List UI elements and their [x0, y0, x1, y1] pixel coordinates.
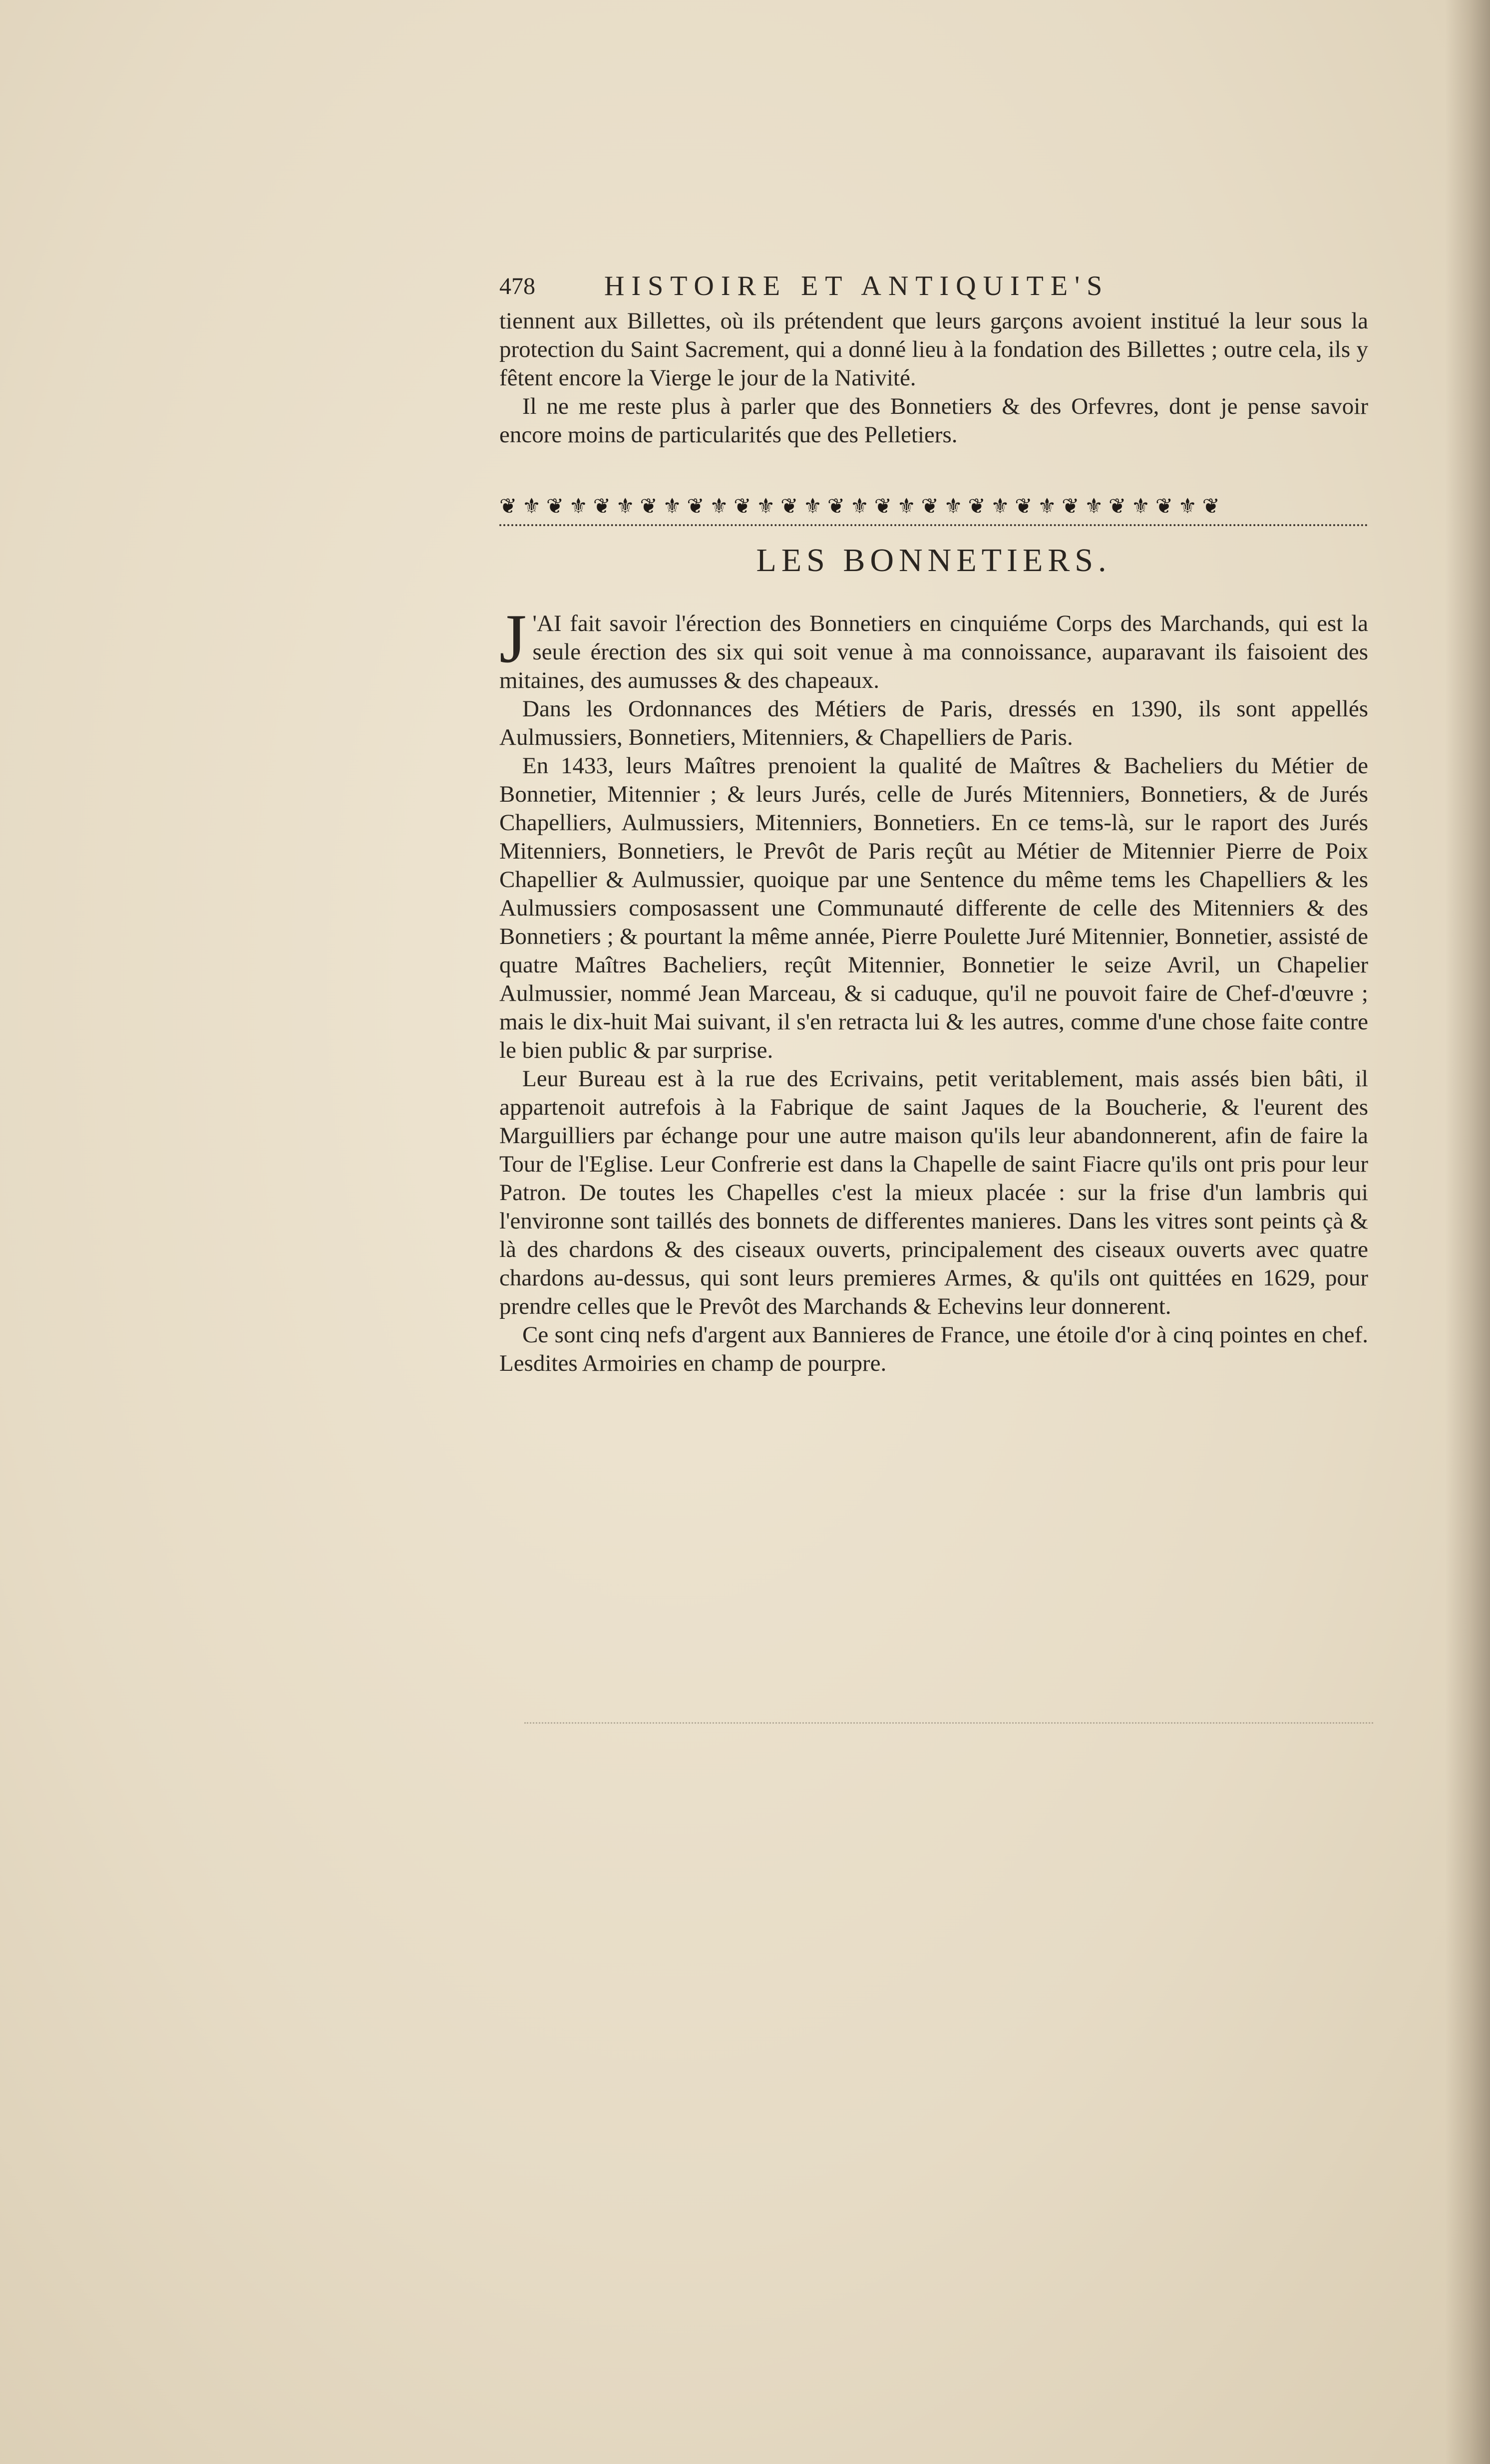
text-block	[499, 272, 1368, 1378]
section-title: LES BONNETIERS.	[756, 542, 1112, 579]
paragraph-ordonnances: Dans les Ordonnances des Métiers de Paris, dressés en 1390, ils sont appellés Aulmussiers, Bonnetiers, Mitenniers, & Chapelliers de Paris.	[499, 696, 1368, 750]
running-head: HISTOIRE ET ANTIQUITE'S	[604, 271, 1110, 302]
bleed-through-marks	[524, 1722, 1373, 1744]
intro-paragraph-2: Il ne me reste plus à parler que des Bonnetiers & des Orfevres, dont je pense savoir encore moins de particularités que des Pelletiers.	[499, 393, 1368, 448]
first-paragraph	[499, 600, 1368, 695]
fleuron-ornament-band: ❦ ⚜ ❦ ⚜ ❦ ⚜ ❦ ⚜ ❦ ⚜ ❦ ⚜ ❦ ⚜ ❦ ⚜ ❦ ⚜ ❦ ⚜ ❦ ⚜ ❦ ⚜ ❦ ⚜ ❦ ⚜ ❦ ⚜ ❦	[499, 489, 1368, 526]
intro-paragraph-1: tiennent aux Billettes, où ils prétendent que leurs garçons avoient institué la leur sous la protection du Saint Sacrement, qui a donné lieu à la fondation des Billettes ; outre cela, ils y fêtent encore la Vierge le jour de la Nativité.	[499, 308, 1368, 391]
first-paragraph-text: 'AI fait savoir l'érection des Bonnetiers en cinquiéme Corps des Marchands, qui est la seule érection des six qui soit venue à ma connoissance, auparavant ils faisoient des mitaines, des aumusses & des chapeaux.	[499, 611, 1368, 693]
drop-cap: J	[499, 600, 527, 677]
page-header	[499, 272, 1368, 307]
page-number: 478	[499, 273, 535, 300]
paragraph-armoiries: Ce sont cinq nefs d'argent aux Bannieres de France, une étoile d'or à cinq pointes en chef. Lesdites Armoiries en champ de pourpre.	[499, 1322, 1368, 1376]
page-gutter-shadow	[1445, 0, 1490, 2464]
paragraph-1433: En 1433, leurs Maîtres prenoient la qualité de Maîtres & Bacheliers du Métier de Bonnetier, Mitennier ; & leurs Jurés, celle de Jurés Mitenniers, Bonnetiers, & de Jurés Chapelliers, Aulmussiers, Mitenniers, Bonnetiers. En ce tems-là, sur le raport des Jurés Mitenniers, Bonnetiers, le Prevôt de Paris reçût au Métier de Mitennier Pierre de Poix Chapellier & Aulmussier, quoique par une Sentence du même tems les Chapelliers & les Aulmussiers composassent une Communauté differente de celle des Mitenniers & des Bonnetiers ; & pourtant la même année, Pierre Poulette Juré Mitennier, Bonnetier, assisté de quatre Maîtres Bacheliers, reçût Mitennier, Bonnetier le seize Avril, un Chapelier Aulmussier, nommé Jean Marceau, & si caduque, qu'il ne pouvoit faire de Chef-d'œuvre ; mais le dix-huit Mai suivant, il s'en retracta lui & les autres, comme d'une chose faite contre le bien public & par surprise.	[499, 753, 1368, 1063]
paragraph-bureau: Leur Bureau est à la rue des Ecrivains, petit veritablement, mais assés bien bâti, il appartenoit autrefois à la Fabrique de saint Jaques de la Boucherie, & l'eurent des Marguilliers par échange pour une autre maison qu'ils leur abandonnerent, afin de faire la Tour de l'Eglise. Leur Confrerie est dans la Chapelle de saint Fiacre qu'ils ont pris pour leur Patron. De toutes les Chapelles c'est la mieux placée : sur la frise d'un lambris qui l'environne sont taillés des bonnets de differentes manieres. Dans les vitres sont peints çà & là des chardons & des ciseaux ouverts, principalement des ciseaux ouverts avec quatre chardons au-dessus, qui sont leurs premieres Armes, & qu'ils ont quittées en 1629, pour prendre celles que le Prevôt des Marchands & Echevins leur donnerent.	[499, 1066, 1368, 1319]
